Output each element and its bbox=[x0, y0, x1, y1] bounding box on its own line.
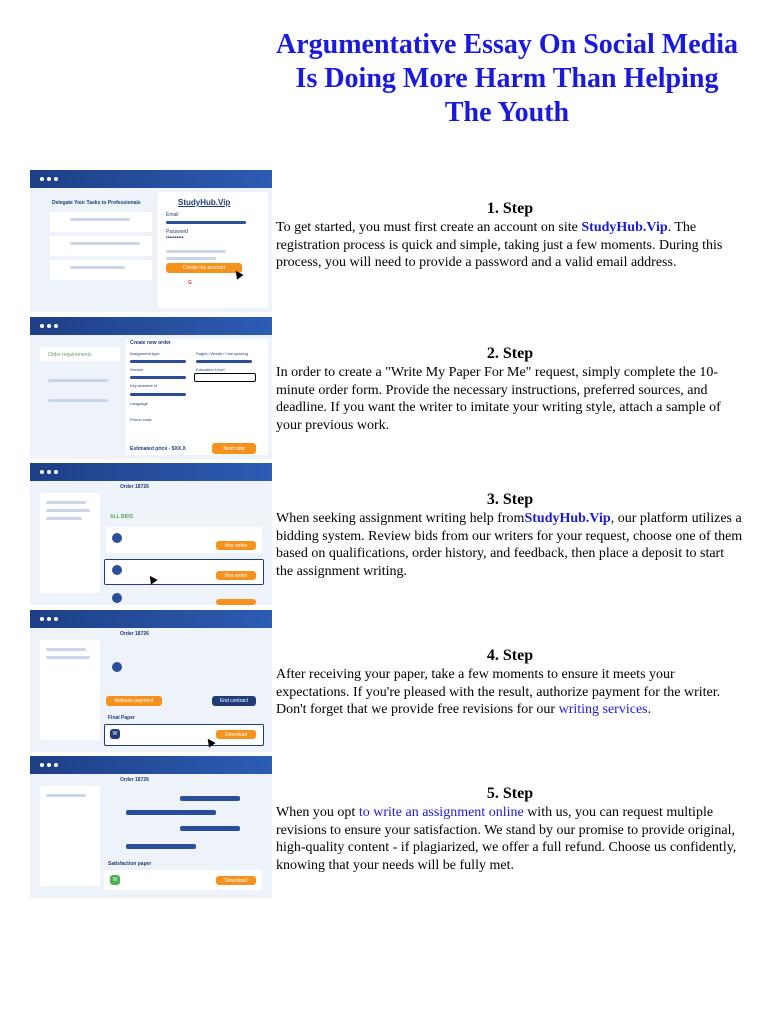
hire-writer-button[interactable] bbox=[216, 599, 256, 605]
field-label: Key answers in bbox=[130, 383, 158, 388]
text-line bbox=[46, 517, 82, 520]
window-dot bbox=[54, 470, 58, 474]
education-level-select[interactable] bbox=[194, 373, 256, 382]
avatar bbox=[112, 662, 122, 672]
text: After receiving your paper, take a few moments to ensure it meets your expectations. If you're pleased with the result, authorize payment for the writer. Don't forget that we provide free revisions for our bbox=[276, 667, 721, 718]
step-5 bbox=[276, 784, 744, 874]
window-dot bbox=[54, 763, 58, 767]
assignment-type-select[interactable] bbox=[130, 360, 186, 363]
step-heading: 3. Step bbox=[486, 491, 534, 508]
window-dot bbox=[47, 470, 51, 474]
step-1 bbox=[276, 199, 744, 272]
text: To get started, you must first create an account on site bbox=[276, 220, 582, 235]
step4-screenshot bbox=[30, 610, 272, 752]
text: When seeking assignment writing help from bbox=[276, 511, 525, 526]
step5-screenshot bbox=[30, 756, 272, 898]
text-line bbox=[46, 794, 86, 797]
step-heading: 5. Step bbox=[486, 785, 534, 802]
release-payment-button[interactable]: Release payment bbox=[106, 696, 162, 706]
write-assignment-link[interactable]: to write an assignment online bbox=[358, 805, 524, 820]
field-label: Education Level bbox=[196, 367, 225, 372]
step1-screenshot bbox=[30, 170, 272, 312]
step-4 bbox=[276, 646, 744, 719]
text-line bbox=[46, 501, 86, 504]
end-contract-button[interactable]: End contract bbox=[212, 696, 256, 706]
text-line bbox=[166, 257, 216, 260]
password-field[interactable]: •••••••••• bbox=[166, 235, 184, 241]
window-titlebar bbox=[30, 610, 272, 628]
bids-badge: ALL BIDS bbox=[110, 514, 133, 520]
text-line bbox=[70, 242, 140, 245]
sidebar bbox=[40, 640, 100, 740]
feature-card bbox=[50, 236, 152, 256]
window-dot bbox=[54, 324, 58, 328]
window-dot bbox=[40, 470, 44, 474]
feature-card bbox=[50, 212, 152, 232]
avatar bbox=[112, 593, 122, 603]
form-heading: Create new order bbox=[130, 340, 171, 346]
text-line bbox=[46, 656, 90, 659]
window-dot bbox=[47, 763, 51, 767]
window-dot bbox=[47, 324, 51, 328]
doc-icon: W bbox=[110, 875, 120, 885]
step-2 bbox=[276, 344, 744, 434]
order-form bbox=[126, 339, 268, 455]
sidebar bbox=[40, 493, 100, 593]
hire-writer-button[interactable]: Hire writer bbox=[216, 571, 256, 580]
step-heading: 4. Step bbox=[486, 647, 534, 664]
satisfaction-paper-label: Satisfaction paper bbox=[108, 861, 152, 867]
window-titlebar bbox=[30, 317, 272, 335]
password-label: Password bbox=[166, 229, 188, 235]
step-text bbox=[276, 666, 744, 719]
text: . bbox=[647, 702, 652, 718]
step-text bbox=[276, 510, 744, 580]
next-step-button[interactable]: Next step bbox=[212, 443, 256, 454]
order-title: Order 18726 bbox=[120, 631, 149, 637]
hire-writer-button[interactable]: Hire writer bbox=[216, 541, 256, 550]
pages-select[interactable] bbox=[196, 360, 252, 363]
chat-message bbox=[180, 796, 240, 801]
step-text bbox=[276, 219, 744, 272]
chat-message bbox=[126, 844, 196, 849]
step-heading: 1. Step bbox=[486, 200, 534, 217]
step2-screenshot bbox=[30, 317, 272, 459]
feature-card bbox=[50, 260, 152, 280]
window-titlebar bbox=[30, 756, 272, 774]
estimated-price: Estimated price - $XX.X bbox=[130, 446, 186, 452]
key-answers-select[interactable] bbox=[130, 393, 186, 396]
window-dot bbox=[40, 617, 44, 621]
window-dot bbox=[54, 617, 58, 621]
studyhub-link[interactable]: StudyHub.Vip bbox=[524, 511, 611, 526]
step3-screenshot bbox=[30, 463, 272, 605]
word-doc-icon: W bbox=[110, 729, 120, 739]
text-line bbox=[70, 266, 125, 269]
email-label: Email bbox=[166, 212, 179, 218]
chat-message bbox=[126, 810, 216, 815]
text-line bbox=[166, 250, 226, 253]
avatar bbox=[112, 565, 122, 575]
text-line bbox=[46, 648, 86, 651]
field-label: Language bbox=[130, 401, 148, 406]
window-dot bbox=[40, 177, 44, 181]
text-line bbox=[70, 218, 130, 221]
studyhub-link[interactable]: StudyHub.Vip bbox=[581, 220, 668, 235]
step-heading: 2. Step bbox=[486, 345, 534, 362]
window-dot bbox=[47, 617, 51, 621]
text: with us, you can request multiple revisions to ensure your satisfaction. We stand by our promise to provide original, high-quality content - if plagiarized, we offer a full refund. Choose us confidently, knowing that your needs will be fully met. bbox=[276, 805, 737, 873]
download-button[interactable]: Download bbox=[216, 876, 256, 885]
window-dot bbox=[47, 177, 51, 181]
step-text bbox=[276, 804, 744, 874]
order-title: Order 18726 bbox=[120, 777, 149, 783]
field-label: Assignment type bbox=[130, 351, 160, 356]
window-titlebar bbox=[30, 170, 272, 188]
field-label: Pages / Words / Line spacing bbox=[196, 351, 248, 356]
create-account-button[interactable]: Create my account bbox=[166, 263, 242, 273]
writing-services-link[interactable]: writing services bbox=[558, 702, 648, 718]
window-titlebar bbox=[30, 463, 272, 481]
window-dot bbox=[40, 324, 44, 328]
google-icon[interactable]: G bbox=[188, 280, 192, 286]
text-line bbox=[48, 379, 108, 382]
brand-logo: StudyHub.Vip bbox=[178, 198, 231, 207]
text-line bbox=[48, 399, 108, 402]
avatar bbox=[112, 533, 122, 543]
text: , our platform utilizes a bidding system. Review bids from our writers for your request, choose one of them based on qualifications, order history, and feedback, then place a deposit to start the assignment writing. bbox=[276, 511, 743, 579]
step-text: In order to create a "Write My Paper For Me" request, simply complete the 10-minute order form. Provide the necessary instructions, preferred sources, and deadline. If you want the writer to imitate your writing style, attach a sample of your previous work. bbox=[276, 365, 721, 433]
page-title: Argumentative Essay On Social Media Is Doing More Harm Than Helping The Youth bbox=[276, 29, 738, 128]
step-label: Order requirements bbox=[48, 352, 92, 358]
text-line bbox=[46, 509, 90, 512]
window-dot bbox=[40, 763, 44, 767]
window-dot bbox=[54, 177, 58, 181]
field-label: Service bbox=[130, 367, 144, 372]
sidebar bbox=[40, 786, 100, 886]
email-field[interactable] bbox=[166, 221, 246, 224]
step-3 bbox=[276, 490, 744, 580]
chat-message bbox=[180, 826, 240, 831]
field-label: Promo code bbox=[130, 417, 152, 422]
final-paper-label: Final Paper bbox=[108, 715, 135, 721]
order-title: Order 18726 bbox=[120, 484, 149, 490]
panel-heading: Delegate Your Tasks to Professionals bbox=[52, 200, 141, 206]
download-button[interactable]: Download bbox=[216, 730, 256, 739]
text: When you opt bbox=[276, 805, 359, 820]
text: . The registration process is quick and simple, taking just a few moments. During this process, you will need to provide a password and a valid email address. bbox=[276, 220, 723, 271]
service-select[interactable] bbox=[130, 376, 186, 379]
